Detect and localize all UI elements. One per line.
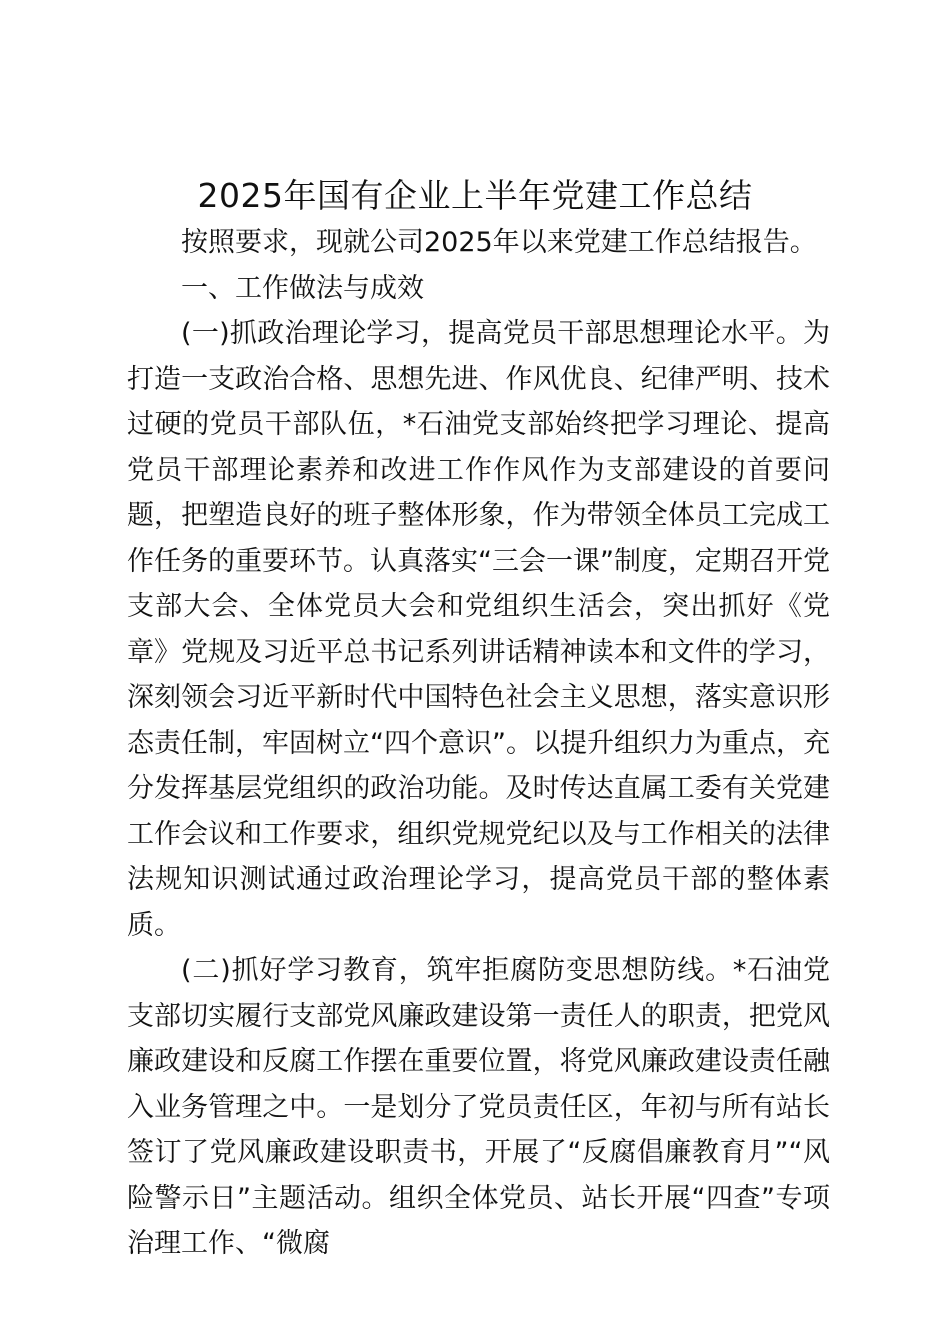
document-title: 2025年国有企业上半年党建工作总结 [197, 176, 753, 215]
body-paragraph-2: (二)抓好学习教育，筑牢拒腐防变思想防线。*石油党支部切实履行支部党风廉政建设第一责任人的职责，把党风廉政建设和反腐工作摆在重要位置，将党风廉政建设责任融入业务管理之中。一是划分了党员责任区，年初与所有站长签订了党风廉政建设职责书，开展了“反腐倡廉教育月”“风险警示日”主题活动。组织全体党员、站长开展“四查”专项治理工作、“微腐 [127, 955, 830, 1259]
body-paragraph-1: (一)抓政治理论学习，提高党员干部思想理论水平。为打造一支政治合格、思想先进、作风优良、纪律严明、技术过硬的党员干部队伍，*石油党支部始终把学习理论、提高党员干部理论素养和改进工作作风作为支部建设的首要问题，把塑造良好的班子整体形象，作为带领全体员工完成工作任务的重要环节。认真落实“三会一课”制度，定期召开党支部大会、全体党员大会和党组织生活会，突出抓好《党章》党规及习近平总书记系列讲话精神读本和文件的学习，深刻领会习近平新时代中国特色社会主义思想，落实意识形态责任制，牢固树立“四个意识”。以提升组织力为重点，充分发挥基层党组织的政治功能。及时传达直属工委有关党建工作会议和工作要求，组织党规党纪以及与工作相关的法律法规知识测试通过政治理论学习，提高党员干部的整体素质。 [127, 318, 830, 941]
document-body [127, 220, 830, 1267]
section-heading: 一、工作做法与成效 [181, 272, 424, 304]
intro-paragraph: 按照要求，现就公司2025年以来党建工作总结报告。 [181, 227, 817, 258]
